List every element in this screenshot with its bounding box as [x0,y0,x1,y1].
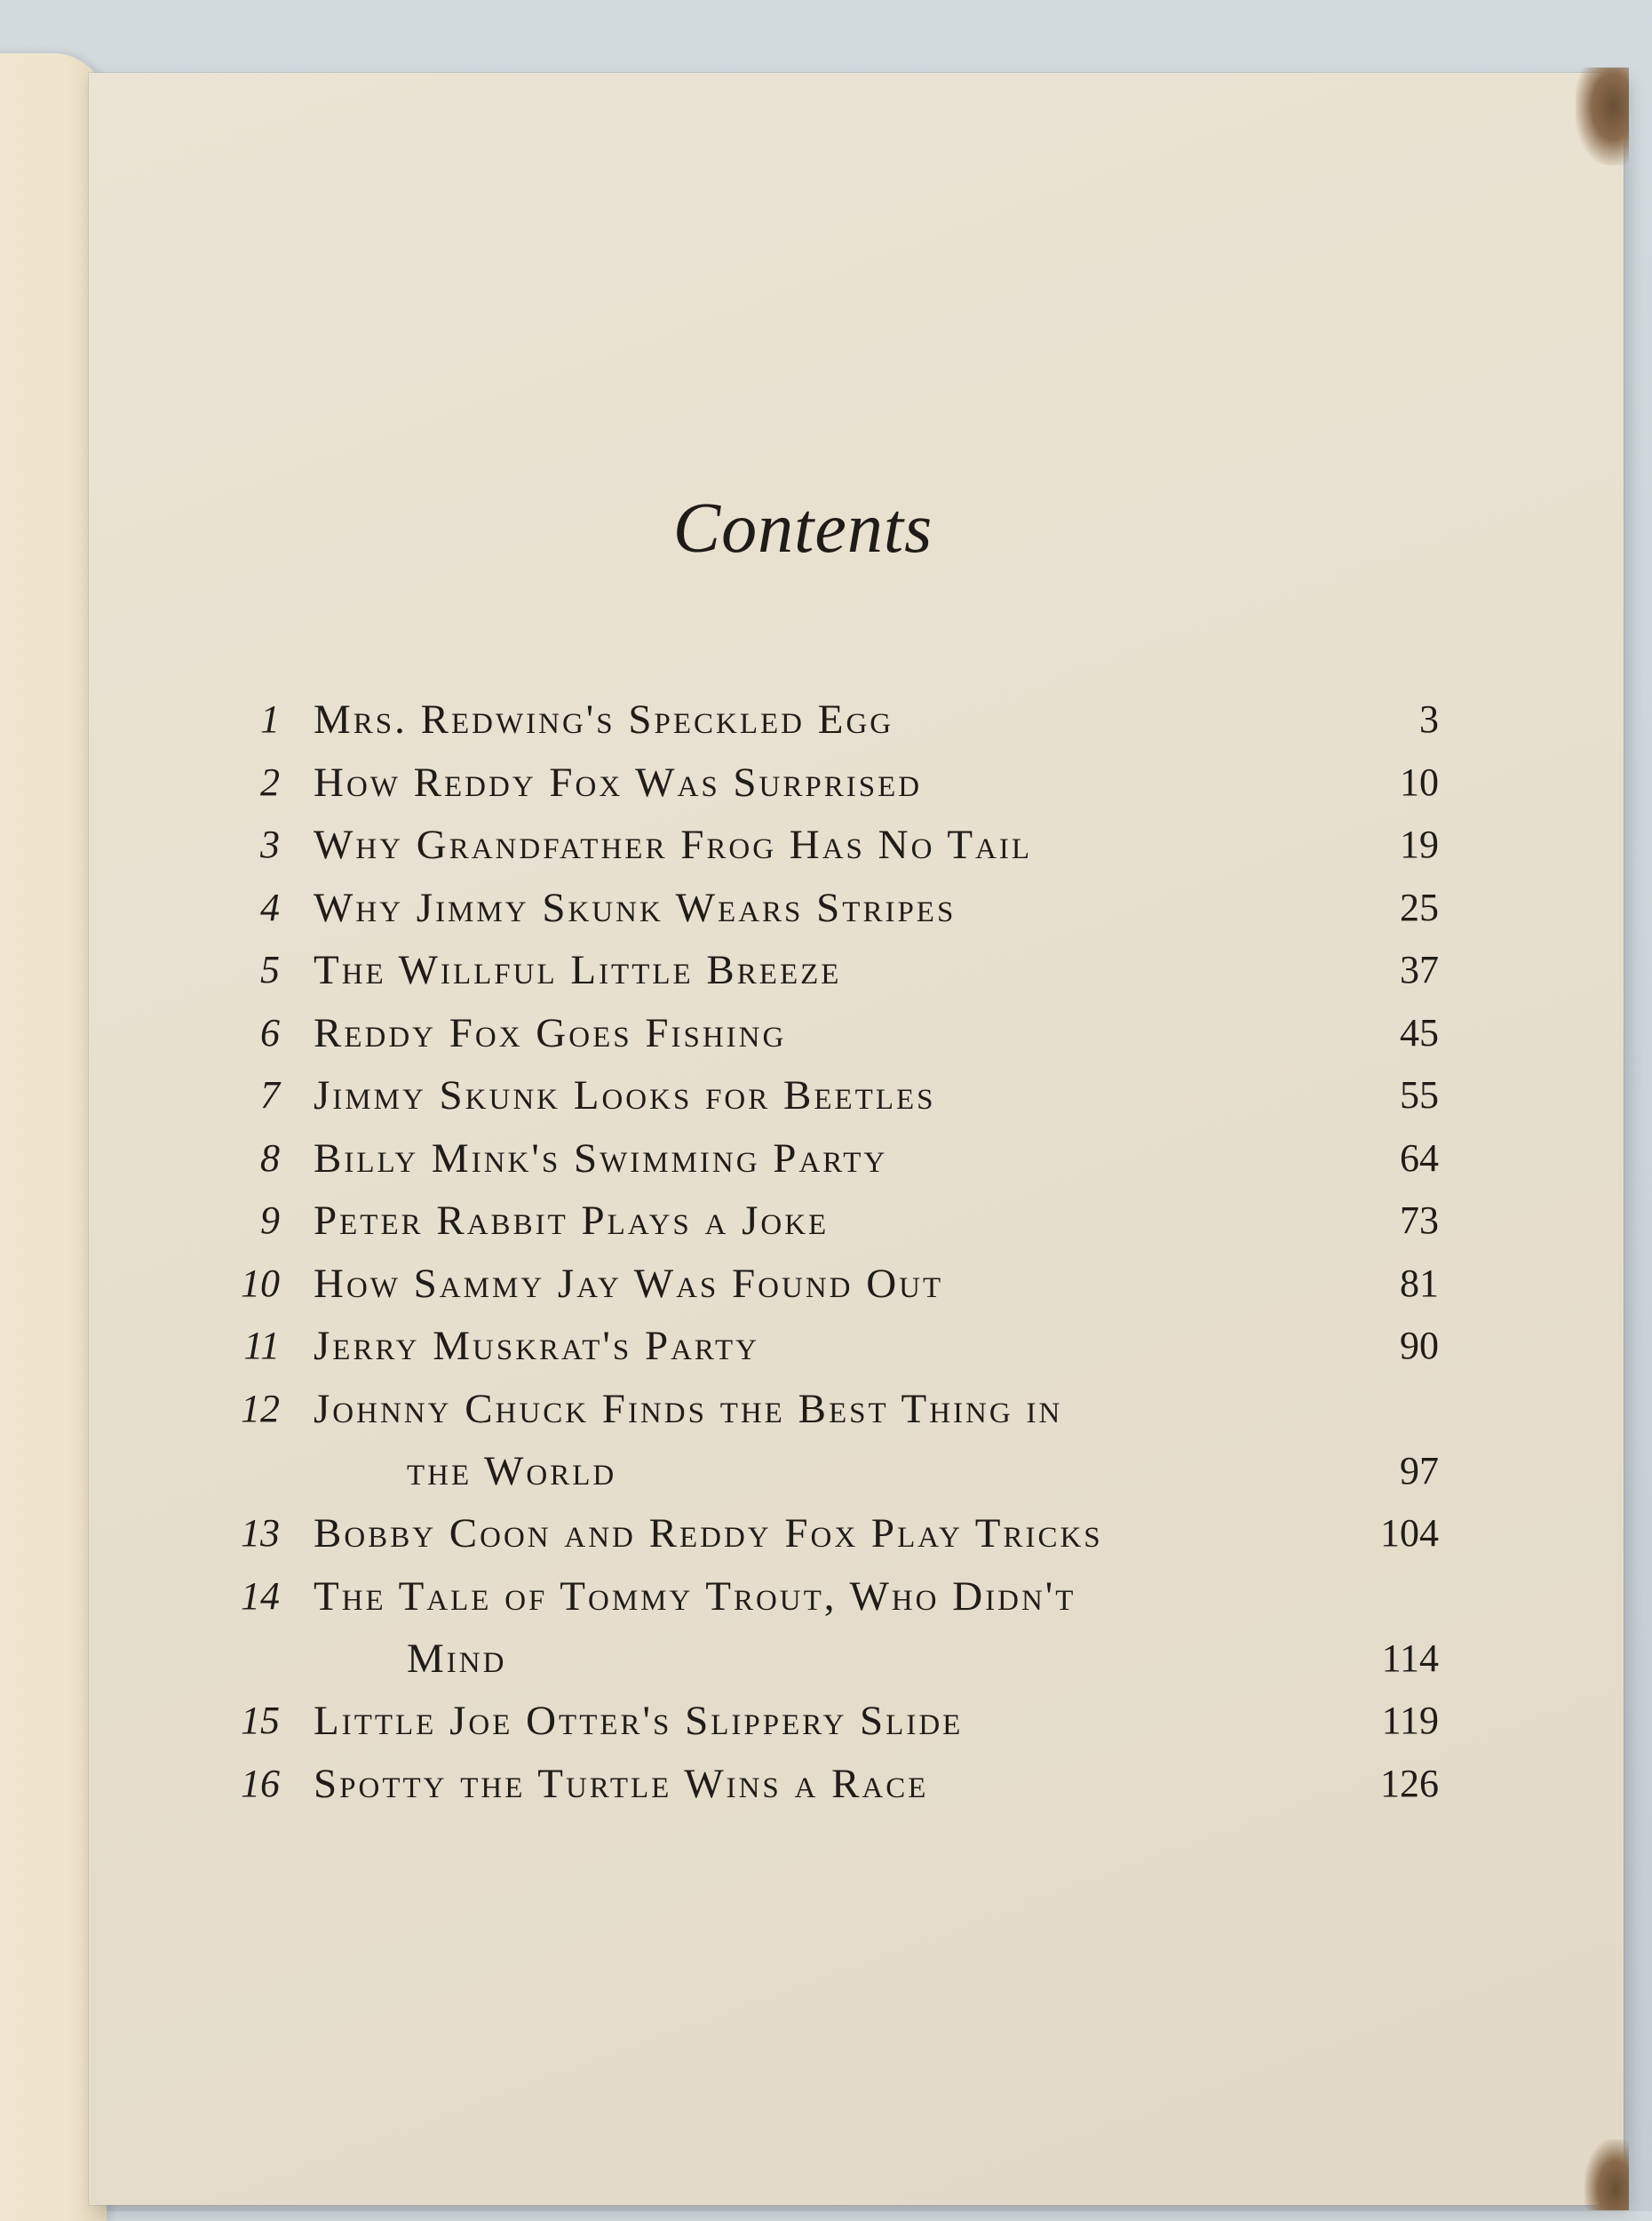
page-number: 90 [1400,1324,1439,1367]
chapter-title [314,1384,1314,1496]
corner-stain [1576,68,1629,165]
page-number: 104 [1380,1511,1439,1555]
chapter-number: 11 [243,1324,280,1367]
toc-entry [178,1384,1439,1496]
page-number: 114 [1381,1636,1439,1680]
page-number: 126 [1380,1761,1439,1805]
chapter-title: Reddy Fox Goes Fishing [314,1009,787,1056]
chapter-number: 15 [241,1699,280,1742]
chapter-title-line: Johnny Chuck Finds the Best Thing in [314,1385,1063,1432]
page-number: 3 [1419,697,1439,741]
chapter-number: 2 [260,760,280,804]
toc-entry [178,1259,1439,1309]
chapter-number: 1 [260,697,280,741]
chapter-number: 12 [241,1386,280,1430]
page-number: 97 [1400,1448,1439,1493]
page-number: 37 [1400,948,1439,991]
chapter-title: The Willful Little Breeze [314,947,842,993]
chapter-number: 4 [260,885,280,929]
page-title: Contents [672,490,933,568]
toc-entry [178,1008,1439,1058]
chapter-title [314,1572,1314,1684]
toc-entry [178,1134,1439,1183]
chapter-title-continuation: the World [407,1447,617,1494]
chapter-title: Billy Mink's Swimming Party [314,1134,888,1182]
toc-entry [178,1509,1439,1558]
page-number: 19 [1400,823,1439,866]
chapter-number: 3 [260,823,280,866]
page-number: 55 [1400,1073,1439,1117]
chapter-number: 16 [241,1761,280,1805]
page-number: 81 [1400,1261,1439,1305]
page-number: 45 [1400,1010,1439,1055]
chapter-number: 6 [260,1010,280,1055]
toc-entry [178,695,1439,744]
chapter-title: Jerry Muskrat's Party [314,1323,759,1369]
chapter-title: Little Joe Otter's Slippery Slide [314,1698,964,1744]
chapter-title-continuation: Mind [407,1635,507,1682]
chapter-title: Mrs. Redwing's Speckled Egg [314,697,894,743]
chapter-title: How Reddy Fox Was Surprised [314,759,923,806]
toc-entry [178,1071,1439,1120]
toc-entry [178,758,1439,808]
corner-stain [1584,2139,1629,2210]
chapter-number: 8 [260,1135,280,1180]
chapter-number: 10 [241,1261,280,1305]
table-of-contents [178,695,1439,1821]
toc-entry [178,1572,1439,1684]
toc-entry [178,883,1439,933]
toc-entry [178,945,1439,995]
chapter-title: Bobby Coon and Reddy Fox Play Tricks [314,1510,1103,1556]
chapter-title: Jimmy Skunk Looks for Beetles [314,1072,936,1118]
toc-entry [178,1321,1439,1371]
chapter-title-line: The Tale of Tommy Trout, Who Didn't [314,1572,1076,1620]
page-number: 10 [1400,760,1439,804]
page-number: 119 [1381,1699,1439,1742]
chapter-number: 13 [241,1511,280,1555]
chapter-title: How Sammy Jay Was Found Out [314,1260,944,1307]
chapter-number: 7 [260,1073,280,1117]
chapter-title: Why Grandfather Frog Has No Tail [314,822,1033,868]
chapter-title: Why Jimmy Skunk Wears Stripes [314,884,957,931]
toc-entry [178,1696,1439,1746]
chapter-title: Peter Rabbit Plays a Joke [314,1198,830,1244]
chapter-number: 14 [241,1573,280,1618]
toc-entry [178,1196,1439,1246]
chapter-number: 5 [260,948,280,991]
page-number: 64 [1400,1135,1439,1180]
chapter-number: 9 [260,1198,280,1242]
chapter-title: Spotty the Turtle Wins a Race [314,1760,929,1807]
toc-entry [178,1759,1439,1809]
contents-page [89,73,1624,2205]
toc-entry [178,820,1439,870]
page-number: 73 [1400,1198,1439,1242]
page-number: 25 [1400,885,1439,929]
